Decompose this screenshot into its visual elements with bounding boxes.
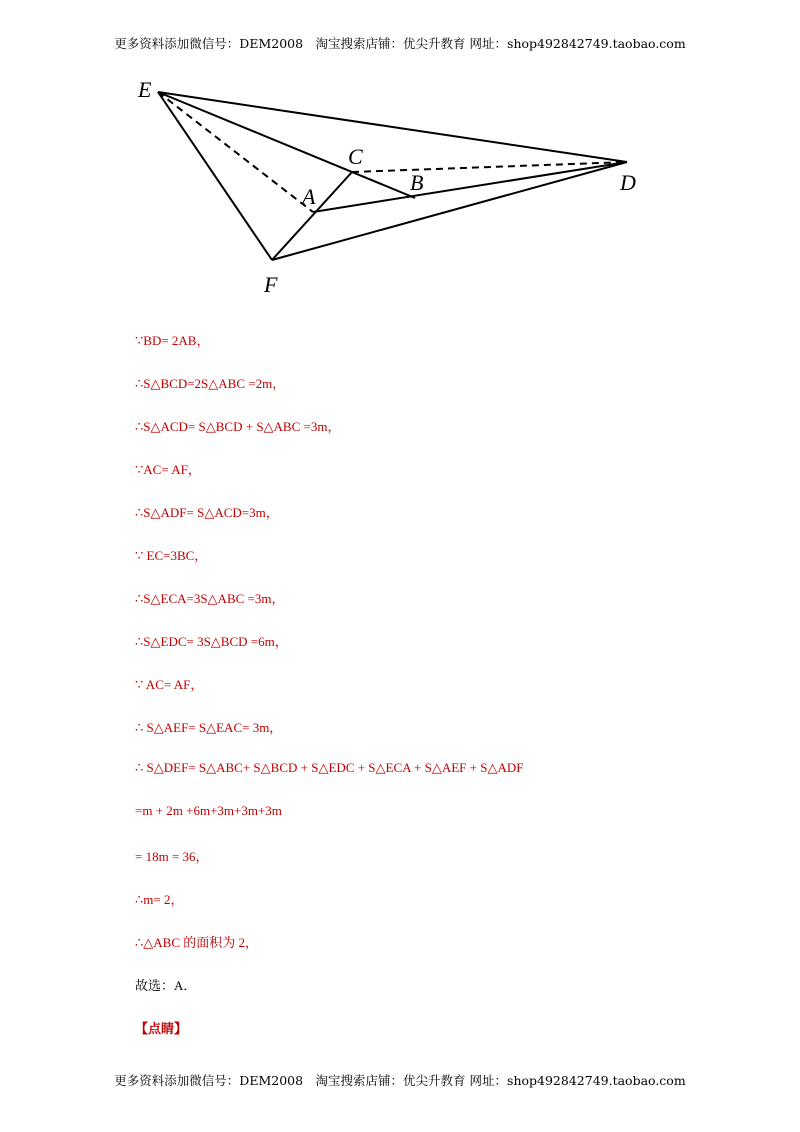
solution-line-12: =m + 2m +6m+3m+3m+3m xyxy=(135,803,282,818)
page-footer: 更多资料添加微信号：DEM2008 淘宝搜索店铺：优尖升教育 网址：shop492842749.taobao.com xyxy=(114,1073,686,1088)
segment-EA-dashed xyxy=(158,92,313,212)
solution-line-2: ∴S△BCD=2S△ABC =2m， xyxy=(135,376,286,391)
segment-EF xyxy=(158,92,272,260)
label-E: E xyxy=(138,77,152,102)
solution-line-10: ∴ S△AEF= S△EAC= 3m， xyxy=(135,720,283,735)
page-header: 更多资料添加微信号：DEM2008 淘宝搜索店铺：优尖升教育 网址：shop492842749.taobao.com xyxy=(114,36,686,51)
geometry-figure xyxy=(130,70,660,300)
solution-line-9: ∵ AC= AF， xyxy=(135,677,204,692)
solution-line-5: ∴S△ADF= S△ACD=3m， xyxy=(135,505,279,520)
solution-line-6: ∵ EC=3BC， xyxy=(135,548,208,563)
solution-line-8: ∴S△EDC= 3S△BCD =6m， xyxy=(135,634,288,649)
segment-EB xyxy=(158,92,415,198)
segment-CD-dashed xyxy=(352,162,627,172)
label-D: D xyxy=(620,170,636,195)
solution-line-15: ∴△ABC 的面积为 2， xyxy=(135,935,258,950)
solution-line-3: ∴S△ACD= S△BCD + S△ABC =3m， xyxy=(135,419,341,434)
label-C: C xyxy=(348,144,363,169)
comment-heading: 【点睛】 xyxy=(135,1021,188,1036)
solution-line-14: ∴m= 2， xyxy=(135,892,184,907)
solution-line-11: ∴ S△DEF= S△ABC+ S△BCD + S△EDC + S△ECA + S△AEF + S△ADF xyxy=(135,760,524,775)
solution-line-1: ∵BD= 2AB， xyxy=(135,333,210,348)
label-F: F xyxy=(264,272,278,297)
solution-line-13: = 18m = 36， xyxy=(135,849,209,864)
answer-line: 故选：A． xyxy=(135,978,197,993)
label-B: B xyxy=(410,170,424,195)
segment-ED xyxy=(158,92,627,162)
solution-line-7: ∴S△ECA=3S△ABC =3m， xyxy=(135,591,285,606)
solution-line-4: ∵AC= AF， xyxy=(135,462,201,477)
label-A: A xyxy=(302,184,316,209)
